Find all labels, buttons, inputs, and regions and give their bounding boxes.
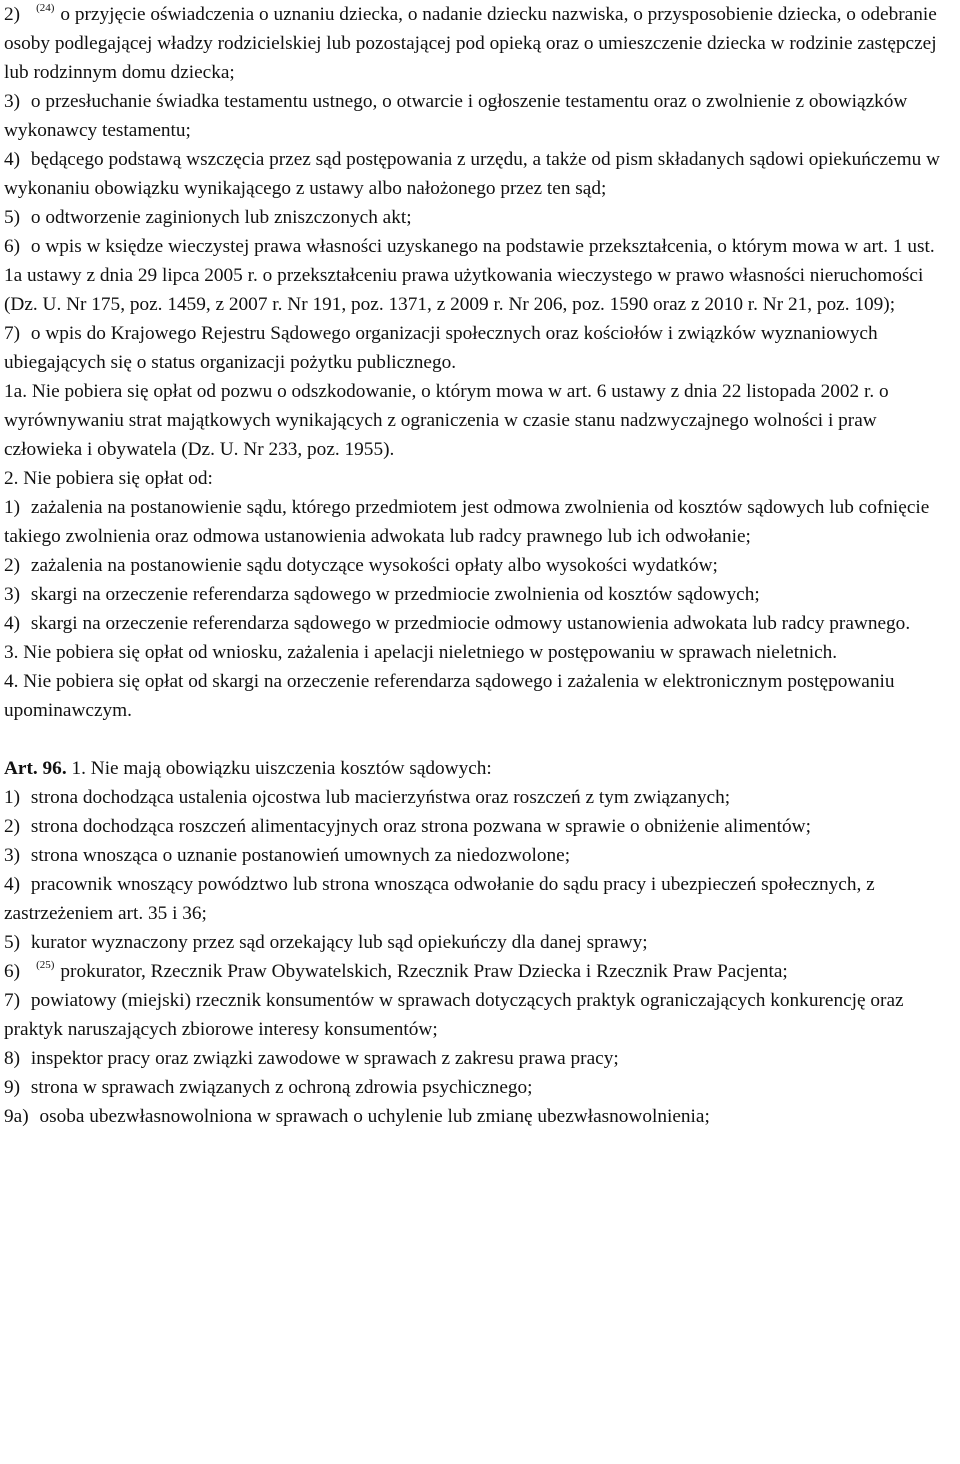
item-text: skargi na orzeczenie referendarza sądowego w przedmiocie zwolnienia od kosztów sądowych; <box>30 584 760 605</box>
item-number: 2) <box>4 816 21 837</box>
list-item <box>4 812 948 841</box>
paragraph-gap <box>4 725 948 754</box>
item-text: osoba ubezwłasnowolniona w sprawach o uchylenie lub zmianę ubezwłasnowolnienia; <box>39 1106 710 1127</box>
paragraph: 4. Nie pobiera się opłat od skargi na orzeczenie referendarza sądowego i zażalenia w elektronicznym postępowaniu upominawczym. <box>4 671 895 721</box>
list-item <box>4 1044 948 1073</box>
item-number: 7) <box>4 323 21 344</box>
item-number: 3) <box>4 845 21 866</box>
list-item <box>4 609 948 638</box>
item-number: 9) <box>4 1077 21 1098</box>
item-text: o odtworzenie zaginionych lub zniszczonych akt; <box>30 207 412 228</box>
item-text: prokurator, Rzecznik Praw Obywatelskich, Rzecznik Praw Dziecka i Rzecznik Praw Pacjenta; <box>60 961 788 982</box>
item-text: będącego podstawą wszczęcia przez sąd postępowania z urzędu, a także od pism składanych sądowi opiekuńczemu w wykonaniu obowiązku wynikającego z ustawy albo nałożonego przez ten sąd; <box>4 149 940 199</box>
article-text: 1. Nie mają obowiązku uiszczenia kosztów sądowych: <box>71 758 492 779</box>
item-text: strona dochodząca ustalenia ojcostwa lub macierzyństwa oraz roszczeń z tym związanych; <box>30 787 731 808</box>
list-item <box>4 0 948 87</box>
item-number: 2) <box>4 4 21 25</box>
list-item <box>4 986 948 1044</box>
footnote-ref[interactable]: (25) <box>36 959 55 971</box>
item-number: 5) <box>4 932 21 953</box>
item-text: o przyjęcie oświadczenia o uznaniu dziecka, o nadanie dziecku nazwiska, o przysposobienie dziecka, o odebranie osoby podlegającej władzy rodzicielskiej lub pozostającej pod opieką oraz o umieszczenie dziecka w rodzinie zastępczej lub rodzinnym domu dziecka; <box>4 4 937 83</box>
item-text: pracownik wnoszący powództwo lub strona wnosząca odwołanie do sądu pracy i ubezpieczeń społecznych, z zastrzeżeniem art. 35 i 36; <box>4 874 875 924</box>
item-text: strona wnosząca o uznanie postanowień umownych za niedozwolone; <box>30 845 571 866</box>
list-item <box>4 145 948 203</box>
list-item <box>4 1102 948 1131</box>
item-text: skargi na orzeczenie referendarza sądowego w przedmiocie odmowy ustanowienia adwokata lub radcy prawnego. <box>30 613 911 634</box>
list-item <box>4 783 948 812</box>
item-text: o przesłuchanie świadka testamentu ustnego, o otwarcie i ogłoszenie testamentu oraz o zwolnienie z obowiązków wykonawcy testamentu; <box>4 91 908 141</box>
list-item <box>4 203 948 232</box>
item-number: 4) <box>4 613 21 634</box>
item-number: 9a) <box>4 1106 29 1127</box>
item-number: 6) <box>4 236 21 257</box>
item-text: kurator wyznaczony przez sąd orzekający lub sąd opiekuńczy dla danej sprawy; <box>30 932 648 953</box>
list-item <box>4 580 948 609</box>
item-text: zażalenia na postanowienie sądu, którego przedmiotem jest odmowa zwolnienia od kosztów sądowych lub cofnięcie takiego zwolnienia oraz odmowa ustanowienia adwokata lub radcy prawnego lub ich odwołanie; <box>4 497 930 547</box>
list-item <box>4 319 948 377</box>
item-number: 8) <box>4 1048 21 1069</box>
list-item <box>4 957 948 986</box>
list-item <box>4 232 948 319</box>
article-intro <box>4 754 948 783</box>
item-text: strona dochodząca roszczeń alimentacyjnych oraz strona pozwana w sprawie o obniżenie alimentów; <box>30 816 811 837</box>
item-number: 3) <box>4 91 21 112</box>
list-item <box>4 841 948 870</box>
item-text: zażalenia na postanowienie sądu dotyczące wysokości opłaty albo wysokości wydatków; <box>30 555 718 576</box>
item-number: 3) <box>4 584 21 605</box>
list-item <box>4 493 948 551</box>
item-number: 1) <box>4 497 21 518</box>
list-item <box>4 928 948 957</box>
list-item <box>4 870 948 928</box>
item-number: 6) <box>4 961 21 982</box>
footnote-ref[interactable]: (24) <box>36 2 55 14</box>
item-text: inspektor pracy oraz związki zawodowe w sprawach z zakresu prawa pracy; <box>30 1048 619 1069</box>
list-item <box>4 551 948 580</box>
item-number: 2) <box>4 555 21 576</box>
list-item <box>4 87 948 145</box>
paragraph: 2. Nie pobiera się opłat od: <box>4 468 213 489</box>
paragraph: 3. Nie pobiera się opłat od wniosku, zażalenia i apelacji nieletniego w postępowaniu w sprawach nieletnich. <box>4 642 838 663</box>
item-text: o wpis w księdze wieczystej prawa własności uzyskanego na podstawie przekształcenia, o którym mowa w art. 1 ust. 1a ustawy z dnia 29 lipca 2005 r. o przekształceniu prawa użytkowania wieczystego w prawo własności nieruchomości (Dz. U. Nr 175, poz. 1459, z 2007 r. Nr 191, poz. 1371, z 2009 r. Nr 206, poz. 1590 oraz z 2010 r. Nr 21, poz. 109); <box>4 236 935 315</box>
paragraph: 1a. Nie pobiera się opłat od pozwu o odszkodowanie, o którym mowa w art. 6 ustawy z dnia 22 listopada 2002 r. o wyrównywaniu strat majątkowych wynikających z ograniczenia w czasie stanu nadzwyczajnego wolności i praw człowieka i obywatela (Dz. U. Nr 233, poz. 1955). <box>4 381 889 460</box>
item-text: powiatowy (miejski) rzecznik konsumentów w sprawach dotyczących praktyk ograniczających konkurencję oraz praktyk naruszających zbiorowe interesy konsumentów; <box>4 990 904 1040</box>
item-text: strona w sprawach związanych z ochroną zdrowia psychicznego; <box>30 1077 533 1098</box>
item-number: 4) <box>4 874 21 895</box>
item-text: o wpis do Krajowego Rejestru Sądowego organizacji społecznych oraz kościołów i związków wyznaniowych ubiegających się o status organizacji pożytku publicznego. <box>4 323 878 373</box>
list-item <box>4 1073 948 1102</box>
item-number: 4) <box>4 149 21 170</box>
item-number: 7) <box>4 990 21 1011</box>
article-heading: Art. 96. <box>4 758 67 779</box>
item-number: 5) <box>4 207 21 228</box>
item-number: 1) <box>4 787 21 808</box>
